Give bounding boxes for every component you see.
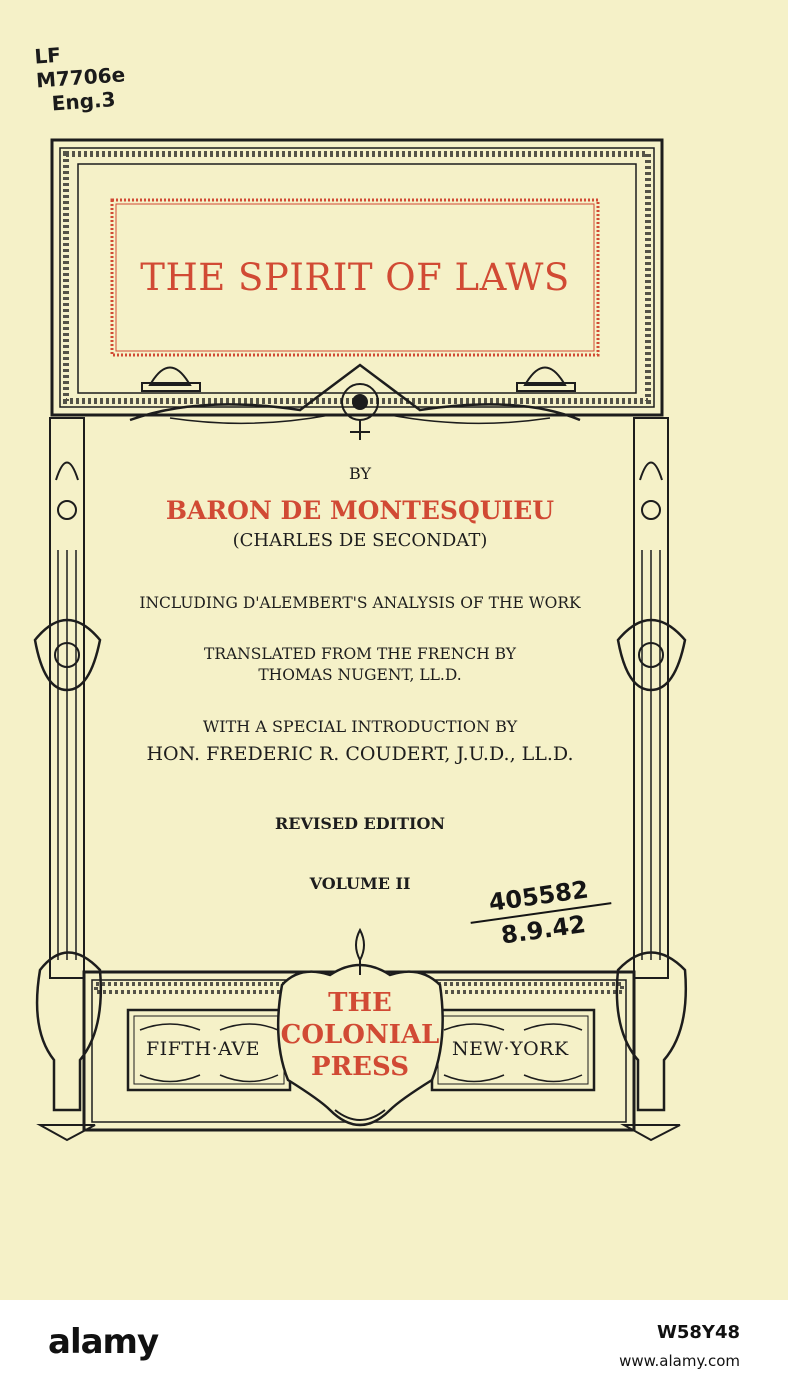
volume-label: VOLUME II: [309, 874, 411, 893]
stock-footer: [0, 1300, 788, 1390]
publisher-line-1: THE: [328, 988, 392, 1018]
by-label: BY: [348, 464, 372, 483]
call-number-line-3: Eng.3: [50, 87, 117, 116]
call-number-stamp: [34, 36, 169, 117]
author-name: BARON DE MONTESQUIEU: [165, 496, 555, 525]
image-id: W58Y48: [657, 1322, 740, 1343]
publisher-right-panel: NEW·YORK: [452, 1038, 569, 1060]
brand-logo: alamy: [48, 1322, 159, 1362]
introduction-line-2: HON. FREDERIC R. COUDERT, J.U.D., LL.D.: [146, 743, 574, 765]
call-number-line-1: LF: [33, 42, 62, 69]
introduction-line-1: WITH A SPECIAL INTRODUCTION BY: [202, 717, 518, 736]
includes-note: INCLUDING D'ALEMBERT'S ANALYSIS OF THE WORK: [139, 594, 581, 612]
translation-credit-line-1: TRANSLATED FROM THE FRENCH BY: [203, 645, 516, 663]
author-alternate-name: (CHARLES DE SECONDAT): [232, 530, 488, 551]
site-url[interactable]: www.alamy.com: [619, 1352, 740, 1370]
translation-credit-line-2: THOMAS NUGENT, LL.D.: [258, 666, 462, 684]
book-title: THE SPIRIT OF LAWS: [140, 256, 570, 299]
accession-id: 405582: [487, 875, 591, 918]
publisher-mark: [280, 975, 440, 1095]
publisher-left-panel: FIFTH·AVE: [146, 1038, 261, 1060]
publisher-line-3: PRESS: [311, 1052, 409, 1082]
accession-date: 8.9.42: [499, 910, 588, 950]
edition-label: REVISED EDITION: [274, 814, 446, 833]
publisher-line-2: COLONIAL: [280, 1020, 440, 1050]
call-number-line-2: M7706e: [35, 62, 126, 93]
